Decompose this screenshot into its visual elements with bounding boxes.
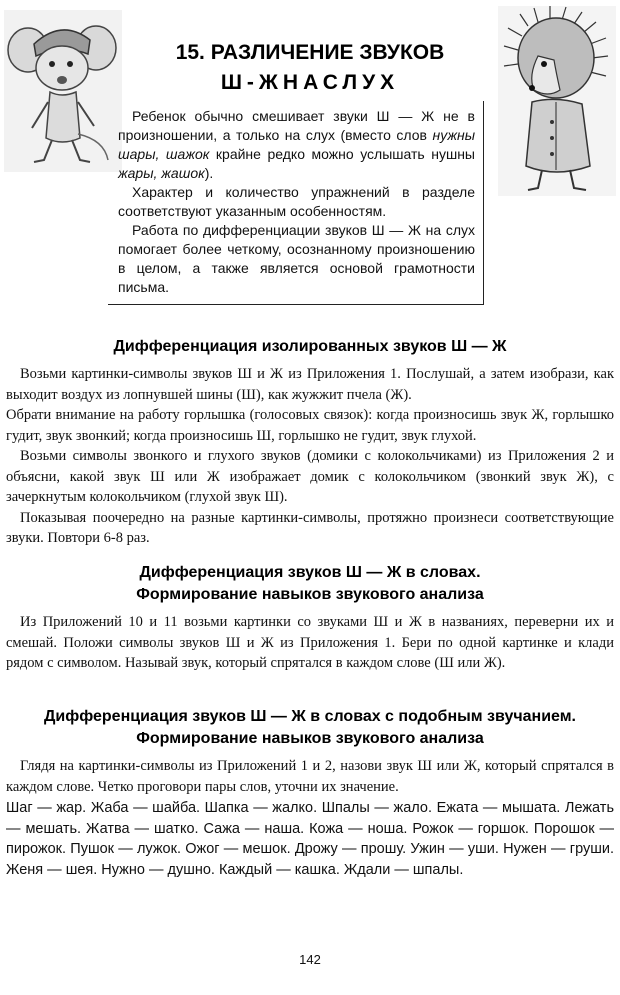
section-paragraph: Обрати внимание на работу горлышка (голосовых связок): когда произносишь звук Ж, горлышко гудит, звук звонкий; когда произносишь Ш, горлышко не гудит, звук глухой. [6, 407, 614, 444]
section-similar-words [6, 706, 614, 797]
section-paragraph: Глядя на картинки-символы из Приложений 1 и 2, назови звук Ш или Ж, который спрятался в каждом слове. Четко проговори пары слов, уточни их значение. [6, 758, 614, 795]
intro-example-italic: нужны шары, шажок [118, 127, 475, 162]
section-heading-line2: Формирование навыков звукового анализа [136, 730, 484, 747]
section-heading-line2: Формирование навыков звукового анализа [136, 586, 484, 603]
intro-paragraph-3: Работа по дифференциации звуков Ш — Ж на слух помогает более четкому, осознанному произношению в целом, а также является основой грамотности письма. [118, 222, 475, 295]
intro-text: Ребенок обычно смешивает звуки Ш — Ж не в произношении, а только на слух (вместо слов [118, 108, 475, 143]
intro-box [108, 101, 484, 305]
section-paragraph: Возьми картинки-символы звуков Ш и Ж из Приложения 1. Послушай, а затем изобрази, как выходит воздух из лопнувшей шины (Ш), как жужжит пчела (Ж). [6, 366, 614, 403]
word-pairs-list: Шаг — жар. Жаба — шайба. Шапка — жалко. Шпалы — жало. Ежата — мышата. Лежать — мешать. Жатва — шатко. Сажа — наша. Кожа — ноша. Рожок — горшок. Порошок — пирожок. Пушок — лужок. Ожог — мешок. Дрожу — прошу. Ужин — уши. Нужен — груши. Женя — шея. Нужно — душно. Каждый — кашка. Ждали — шпалы. [6, 800, 614, 878]
hedgehog-icon [498, 6, 616, 196]
section-heading [6, 706, 614, 750]
intro-text: крайне редко можно услышать нушны [209, 146, 475, 162]
section-sounds-in-words [6, 562, 614, 674]
intro-paragraph-2: Характер и количество упражнений в разделе соответствуют указанным особенностям. [118, 184, 475, 219]
intro-paragraph-1 [118, 107, 475, 183]
section-isolated-sounds [6, 336, 614, 549]
section-heading [6, 562, 614, 606]
chapter-title [120, 38, 500, 98]
section-paragraph: Показывая поочередно на разные картинки-символы, протяжно произнеси соответствующие звуки. Повтори 6-8 раз. [6, 509, 614, 546]
mouse-icon [4, 10, 122, 172]
intro-example-italic: жары, жашок [118, 165, 205, 181]
section-paragraph: Из Приложений 10 и 11 возьми картинки со звуками Ш и Ж в названиях, переверни их и смешай. Положи символы звуков Ш и Ж из Приложения 1. Бери по одной картинке и клади рядом с символом. Называй звук, который спрятался в каждом слове (Ш или Ж). [6, 614, 614, 671]
section-paragraph: Возьми символы звонкого и глухого звуков (домики с колокольчиками) из Приложения 2 и объясни, какой звук Ш или Ж изображает домик с колокольчиком (звонкий звук Ж), с зачеркнутым колокольчиком (глухой звук Ш). [6, 448, 614, 505]
intro-text: ). [204, 165, 214, 181]
chapter-title-line1: 15. РАЗЛИЧЕНИЕ ЗВУКОВ [175, 41, 445, 64]
section-heading-line1: Дифференциация звуков Ш — Ж в словах с подобным звучанием. [43, 708, 576, 725]
section-heading-line1: Дифференциация звуков Ш — Ж в словах. [139, 564, 481, 581]
chapter-title-line2: Ш-ЖНАСЛУХ [220, 71, 400, 94]
page-number: 142 [299, 952, 321, 967]
section-heading: Дифференциация изолированных звуков Ш — Ж [113, 338, 507, 355]
